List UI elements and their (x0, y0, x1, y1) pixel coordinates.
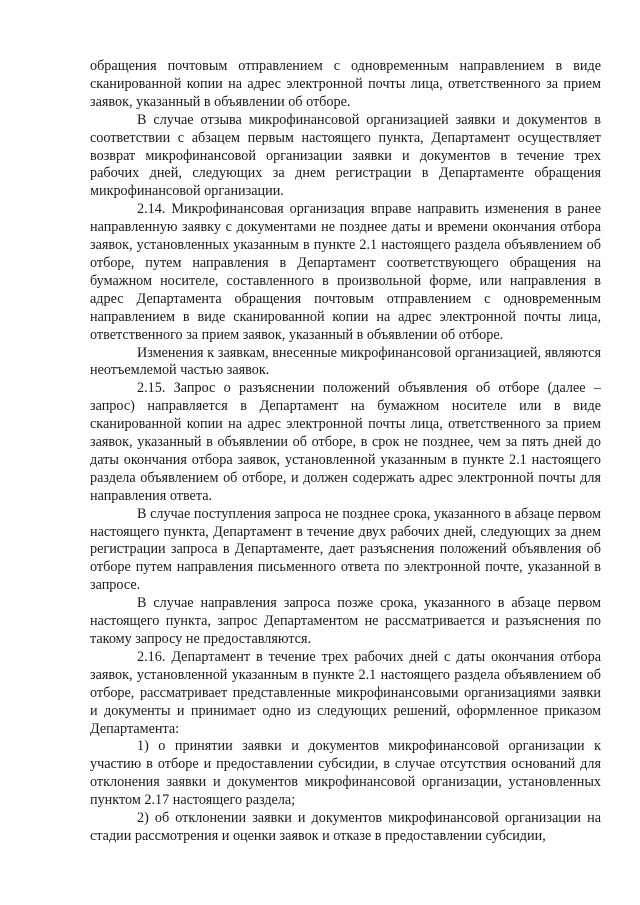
list-item-2: 2) об отклонении заявки и документов микрофинансовой организации на стадии рассмотрения и оценки заявок и отказе в предоставлении субсидии, (90, 810, 601, 844)
paragraph-request-late: В случае направления запроса позже срока, указанного в абзаце первом настоящего пункта, запрос Департаментом не рассматривается и разъяснения по такому запросу не предоставляются. (90, 595, 601, 647)
paragraph-continuation: обращения почтовым отправлением с одновременным направлением в виде сканированной копии на адрес электронной почты лица, ответственного за прием заявок, указанный в объявлении об отборе. (90, 58, 601, 110)
paragraph-2-15: 2.15. Запрос о разъяснении положений объявления об отборе (далее – запрос) направляется в Департамент на бумажном носителе или в виде сканированной копии на адрес электронной почты лица, ответственного за прием заявок, указанный в объявлении об отборе, в срок не позднее, чем за пять дней до даты окончания отбора заявок, установленной указанным в пункте 2.1 настоящего раздела объявлением об отборе, и должен содержать адрес электронной почты для направления ответа. (90, 380, 601, 504)
paragraph-2-16: 2.16. Департамент в течение трех рабочих дней с даты окончания отбора заявок, установленной указанным в пункте 2.1 настоящего раздела объявлением об отборе, рассматривает представленные микрофинансовыми организациями заявки и документы и принимает одно из следующих решений, оформленное приказом Департамента: (90, 648, 601, 737)
document-page (90, 58, 601, 846)
list-item-1: 1) о принятии заявки и документов микрофинансовой организации к участию в отборе и предоставлении субсидии, в случае отсутствия оснований для отклонения заявки и документов микрофинансовой организации, установленных пунктом 2.17 настоящего раздела; (90, 738, 601, 809)
paragraph-withdrawal: В случае отзыва микрофинансовой организацией заявки и документов в соответствии с абзацем первым настоящего пункта, Департамент осуществляет возврат микрофинансовой организации заявки и документов в течение трех рабочих дней, следующих за днем регистрации в Департаменте обращения микрофинансовой организации. (90, 111, 601, 200)
paragraph-2-14: 2.14. Микрофинансовая организация вправе направить изменения в ранее направленную заявку с документами не позднее даты и времени окончания отбора заявок, установленных указанным в пункте 2.1 настоящего раздела объявлением об отборе, путем направления в Департамент соответствующего обращения на бумажном носителе, составленного в произвольной форме, или направления в адрес Департамента обращения почтовым отправлением с одновременным направлением в виде сканированной копии на адрес электронной почты лица, ответственного за прием заявок, указанный в объявлении об отборе. (90, 201, 601, 343)
paragraph-amendments: Изменения к заявкам, внесенные микрофинансовой организацией, являются неотъемлемой частью заявок. (90, 344, 601, 379)
paragraph-request-timely: В случае поступления запроса не позднее срока, указанного в абзаце первом настоящего пункта, Департамент в течение двух рабочих дней, следующих за днем регистрации запроса в Департаменте, дает разъяснения положений объявления об отборе путем направления письменного ответа по электронной почте, указанной в запросе. (90, 505, 601, 594)
